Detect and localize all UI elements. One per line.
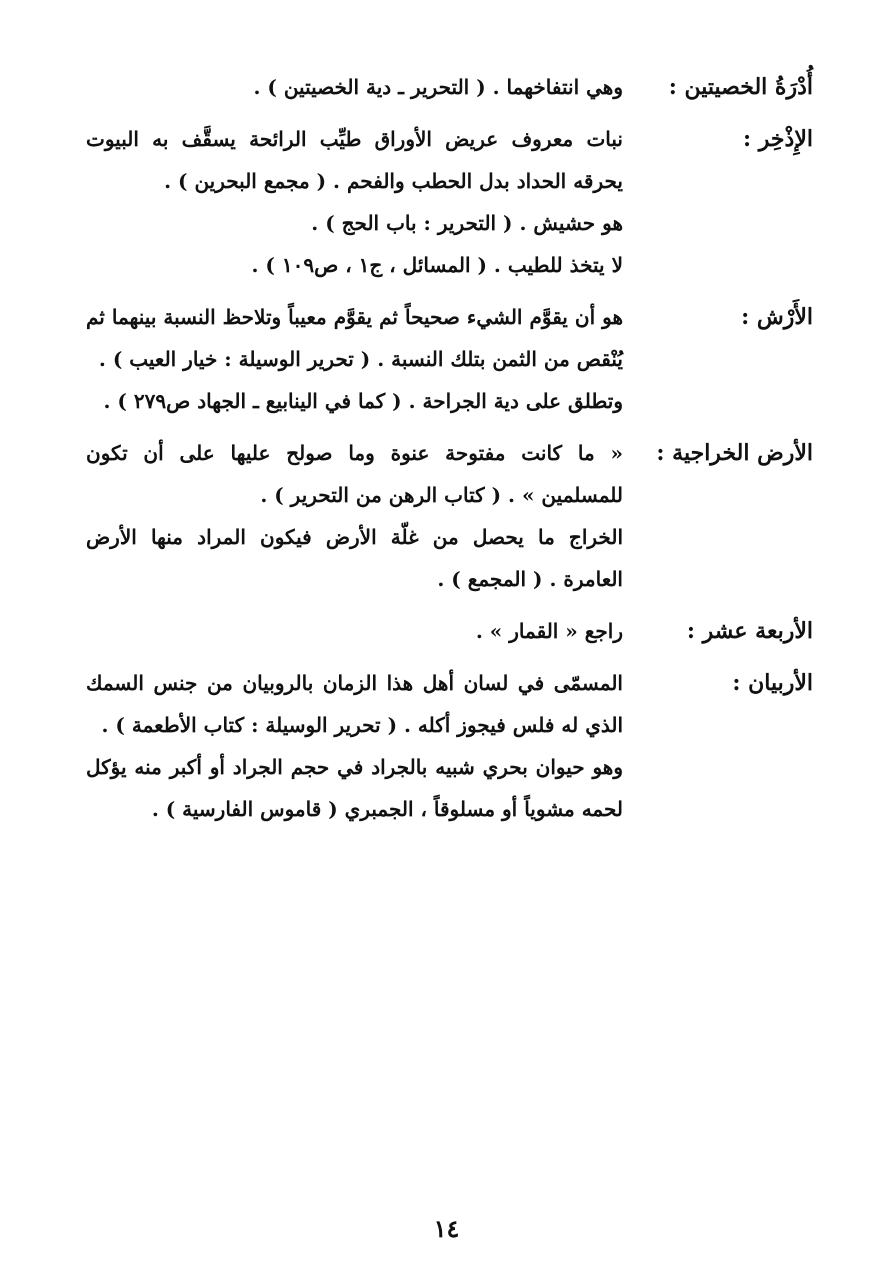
definition-paragraph: وهي انتفاخهما . ( التحرير ـ دية الخصيتين ) .: [253, 75, 623, 99]
glossary-entry: [86, 662, 813, 830]
entry-term: الإِذْخِر :: [743, 126, 813, 152]
definition-paragraph: وهو حيوان بحري شبيه بالجراد في حجم الجراد أو أكبر منه يؤكل لحمه مشوياً أو مسلوقاً ، الجمبري ( قاموس الفارسية ) .: [86, 755, 623, 821]
definition-paragraph: « ما كانت مفتوحة عنوة وما صولح عليها على أن تكون للمسلمين » . ( كتاب الرهن من التحرير ) .: [86, 441, 623, 507]
entry-definition: [86, 296, 623, 422]
entry-term: الأربيان :: [732, 670, 813, 696]
definition-paragraph: المسمّى في لسان أهل هذا الزمان بالروبيان من جنس السمك الذي له فلس فيجوز أكله . ( تحرير الوسيلة : كتاب الأطعمة ) .: [86, 671, 623, 737]
entry-term: أُدْرَةُ الخصيتين :: [668, 74, 813, 100]
definition-paragraph: راجع « القمار » .: [475, 619, 623, 643]
definition-paragraph: الخراج ما يحصل من غلّة الأرض فيكون المراد منها الأرض العامرة . ( المجمع ) .: [86, 525, 623, 591]
entry-definition: [86, 432, 623, 600]
entry-definition: [86, 66, 623, 108]
glossary-entry: [86, 118, 813, 286]
entry-term: الأرض الخراجية :: [656, 440, 813, 466]
entry-definition: [86, 610, 623, 652]
entry-term: الأربعة عشر :: [686, 618, 813, 644]
page-number: ١٤: [433, 1214, 460, 1243]
glossary-entry: [86, 432, 813, 600]
definition-paragraph: لا يتخذ للطيب . ( المسائل ، ج١ ، ص١٠٩ ) .: [251, 253, 623, 277]
entry-definition: [86, 662, 623, 830]
entry-term: الأَرْش :: [741, 304, 813, 330]
glossary-entry: [86, 296, 813, 422]
glossary-entry: [86, 610, 813, 652]
glossary-entries: [86, 66, 813, 840]
glossary-entry: [86, 66, 813, 108]
definition-paragraph: هو أن يقوَّم الشيء صحيحاً ثم يقوَّم معيباً وتلاحظ النسبة بينهما ثم يُنْقص من الثمن بتلك النسبة . ( تحرير الوسيلة : خيار العيب ) .: [86, 305, 623, 371]
definition-paragraph: نبات معروف عريض الأوراق طيِّب الرائحة يسقَّف به البيوت يحرقه الحداد بدل الحطب والفحم . ( مجمع البحرين ) .: [86, 127, 623, 193]
entry-definition: [86, 118, 623, 286]
definition-paragraph: وتطلق على دية الجراحة . ( كما في الينابيع ـ الجهاد ص٢٧٩ ) .: [103, 389, 623, 413]
definition-paragraph: هو حشيش . ( التحرير : باب الحج ) .: [311, 211, 623, 235]
